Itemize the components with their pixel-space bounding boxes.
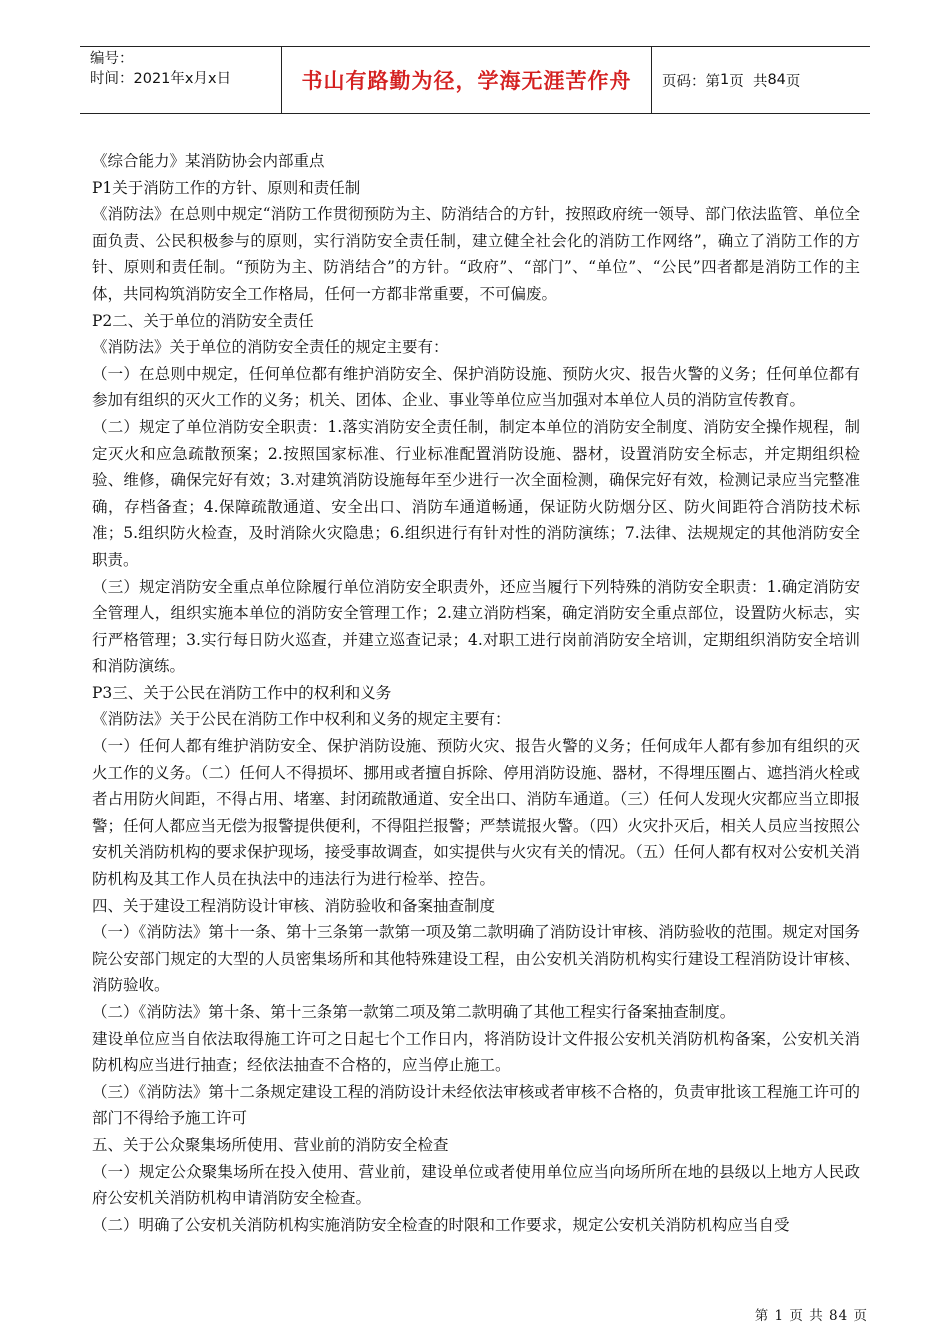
document-title: 《综合能力》某消防协会内部重点 — [92, 152, 325, 170]
page-current: 1 — [720, 72, 730, 88]
paragraph: P2二、关于单位的消防安全责任 — [92, 311, 314, 330]
footer-current: 1 — [774, 1308, 785, 1324]
page-prefix: 页码：第 — [662, 73, 720, 90]
paragraph: （一）在总则中规定，任何单位都有维护消防安全、保护消防设施、预防火灾、报告火警的义务；任何单位都有参加有组织的灭火工作的义务；机关、团体、企业、事业等单位应当加强对本单位人员的消防宣传教育。 — [92, 364, 860, 410]
page-mid: 页 共 — [729, 73, 768, 90]
paragraph: （一）规定公众聚集场所在投入使用、营业前，建设单位或者使用单位应当向场所所在地的县级以上地方人民政府公安机关消防机构申请消防安全检查。 — [92, 1162, 860, 1208]
header-table — [80, 46, 870, 114]
header-meta — [80, 47, 282, 113]
paragraph: P3三、关于公民在消防工作中的权利和义务 — [92, 683, 392, 702]
paragraph: （二）规定了单位消防安全职责：1.落实消防安全责任制，制定本单位的消防安全制度、消防安全操作规程，制定灭火和应急疏散预案；2.按照国家标准、行业标准配置消防设施、器材，设置消防安全标志，并定期组织检验、维修，确保完好有效；3.对建筑消防设施每年至少进行一次全面检测，确保完好有效，检测记录应当完整准确，存档备查；4.保障疏散通道、安全出口、消防车通道畅通，保证防火防烟分区、防火间距符合消防技术标准；5.组织防火检查，及时消除火灾隐患；6.组织进行有针对性的消防演练；7.法律、法规规定的其他消防安全职责。 — [92, 417, 860, 569]
paragraph: （二）《消防法》第十条、第十三条第一款第二项及第二款明确了其他工程实行备案抽查制度。 — [92, 1003, 736, 1021]
header-page-number — [652, 47, 870, 113]
paragraph: P1关于消防工作的方针、原则和责任制 — [92, 178, 361, 197]
paragraph: （二）明确了公安机关消防机构实施消防安全检查的时限和工作要求，规定公安机关消防机构应当自受 — [92, 1215, 790, 1234]
paragraph: （三）规定消防安全重点单位除履行单位消防安全职责外，还应当履行下列特殊的消防安全职责：1.确定消防安全管理人，组织实施本单位的消防安全管理工作；2.建立消防档案，确定消防安全重点部位，设置防火标志，实行严格管理；3.实行每日防火巡查，并建立巡查记录；4.对职工进行岗前消防安全培训，定期组织消防安全培训和消防演练。 — [92, 577, 860, 676]
footer-suffix: 页 — [853, 1308, 868, 1324]
paragraph: 四、关于建设工程消防设计审核、消防验收和备案抽查制度 — [92, 896, 496, 915]
paragraph: 五、关于公众聚集场所使用、营业前的消防安全检查 — [92, 1135, 449, 1154]
paragraph: （一）《消防法》第十一条、第十三条第一款第一项及第二款明确了消防设计审核、消防验收的范围。规定对国务院公安部门规定的大型的人员密集场所和其他特殊建设工程，由公安机关消防机构实行建设工程消防设计审核、消防验收。 — [92, 923, 860, 995]
paragraph: 《消防法》关于单位的消防安全责任的规定主要有： — [92, 338, 449, 357]
header-motto: 书山有路勤为径，学海无涯苦作舟 — [282, 47, 652, 113]
paragraph: 建设单位应当自依法取得施工许可之日起七个工作日内，将消防设计文件报公安机关消防机构备案，公安机关消防机构应当进行抽查；经依法抽查不合格的，应当停止施工。 — [92, 1029, 860, 1075]
paragraph: 《消防法》在总则中规定“消防工作贯彻预防为主、防消结合的方针，按照政府统一领导、部门依法监管、单位全面负责、公民积极参与的原则，实行消防安全责任制，建立健全社会化的消防工作网络”，确立了消防工作的方针、原则和责任制。“预防为主、防消结合”的方针。“政府”、“部门”、“单位”、“公民”四者都是消防工作的主体，共同构筑消防安全工作格局，任何一方都非常重要，不可偏废。 — [92, 205, 860, 303]
page-suffix: 页 — [785, 73, 801, 90]
document-body — [92, 148, 860, 1238]
page-footer — [0, 1304, 868, 1324]
time-label: 时间：2021年x月x日 — [90, 71, 232, 87]
paragraph: （一）任何人都有维护消防安全、保护消防设施、预防火灾、报告火警的义务；任何成年人都有参加有组织的灭火工作的义务。（二）任何人不得损坏、挪用或者擅自拆除、停用消防设施、器材，不得埋压圈占、遮挡消火栓或者占用防火间距，不得占用、堵塞、封闭疏散通道、安全出口、消防车通道。（三）任何人发现火灾都应当立即报警；任何人都应当无偿为报警提供便利，不得阻拦报警；严禁谎报火警。（四）火灾扑灭后，相关人员应当按照公安机关消防机构的要求保护现场，接受事故调查，如实提供与火灾有关的情况。（五）任何人都有权对公安机关消防机构及其工作人员在执法中的违法行为进行检举、控告。 — [92, 737, 860, 889]
footer-total: 84 — [829, 1308, 849, 1324]
footer-mid: 页 共 — [789, 1308, 824, 1324]
number-label: 编号： — [90, 51, 134, 67]
paragraph: （三）《消防法》第十二条规定建设工程的消防设计未经依法审核或者审核不合格的，负责审批该工程施工许可的部门不得给予施工许可 — [92, 1082, 860, 1128]
paragraph: 《消防法》关于公民在消防工作中权利和义务的规定主要有： — [92, 710, 511, 729]
page-total: 84 — [767, 72, 786, 88]
footer-prefix: 第 — [754, 1308, 770, 1324]
